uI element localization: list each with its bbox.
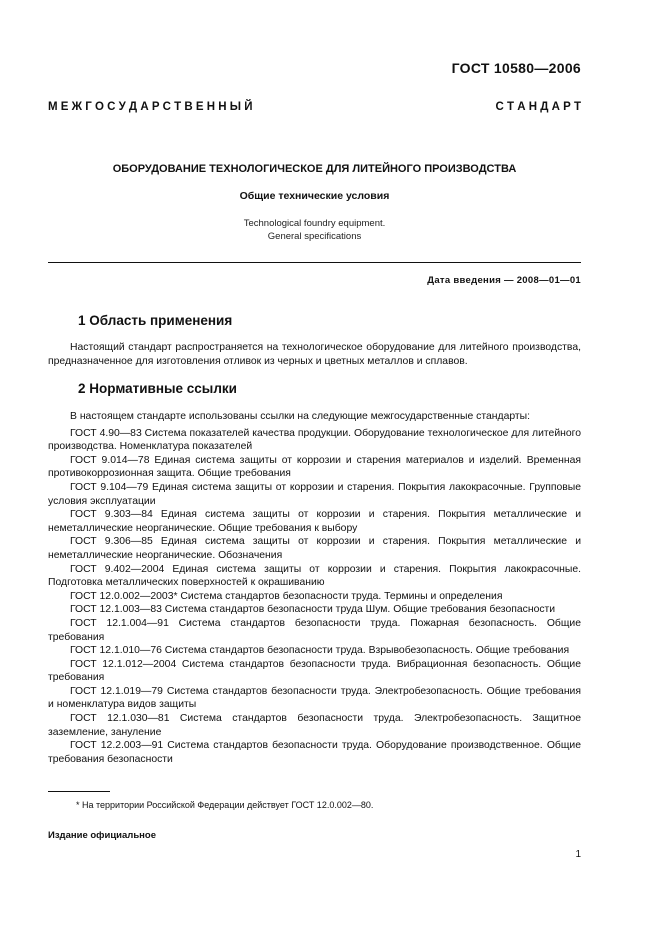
footnote: * На территории Российской Федерации действует ГОСТ 12.0.002—80. — [76, 800, 374, 810]
reference-item: ГОСТ 9.303—84 Единая система защиты от коррозии и старения. Покрытия металлические и неметаллические неорганические. Общие требования к выбору — [48, 509, 581, 534]
reference-item: ГОСТ 12.2.003—91 Система стандартов безопасности труда. Оборудование производственное. Общие требования безопасности — [48, 740, 581, 765]
reference-item: ГОСТ 12.1.010—76 Система стандартов безопасности труда. Взрывобезопасность. Общие требования — [70, 645, 570, 657]
reference-item: ГОСТ 9.306—85 Единая система защиты от коррозии и старения. Покрытия металлические и неметаллические неорганические. Обозначения — [48, 536, 581, 561]
reference-item: ГОСТ 12.1.012—2004 Система стандартов безопасности труда. Вибрационная безопасность. Общие требования — [48, 658, 581, 684]
reference-item: ГОСТ 9.104—79 Единая система защиты от коррозии и старения. Покрытия лакокрасочные. Групповые условия эксплуатации — [48, 481, 581, 507]
reference-item: ГОСТ 9.402—2004 Единая система защиты от коррозии и старения. Покрытия лакокрасочные. Подготовка металлических поверхностей к окрашиванию — [48, 563, 581, 589]
footnote-divider — [48, 791, 110, 792]
standard-word: С Т А Н Д А Р Т — [495, 101, 581, 113]
document-subtitle: Общие технические условия — [239, 190, 390, 202]
english-title-line-1: Technological foundry equipment. — [243, 218, 386, 229]
gost-number: ГОСТ 10580—2006 — [451, 60, 581, 76]
section-2-title: 2 Нормативные ссылки — [78, 381, 237, 396]
interstate-word: М Е Ж Г О С У Д А Р С Т В Е Н Н Ы Й — [48, 101, 253, 113]
normative-references-list — [48, 427, 581, 767]
title-divider — [48, 262, 581, 263]
reference-item: ГОСТ 4.90—83 Система показателей качества продукции. Оборудование технологическое для литейного производства. Номенклатура показателей — [48, 427, 581, 453]
english-title-line-2: General specifications — [267, 231, 362, 242]
reference-item: ГОСТ 12.1.003—83 Система стандартов безопасности труда Шум. Общие требования безопасности — [70, 604, 556, 616]
section-1-title: 1 Область применения — [78, 313, 233, 328]
reference-item: ГОСТ 9.014—78 Единая система защиты от коррозии и старения материалов и изделий. Временная противокоррозионная защита. Общие требования — [48, 454, 581, 480]
section-1-body — [48, 341, 581, 368]
page-number: 1 — [575, 849, 581, 860]
section-1-paragraph: Настоящий стандарт распространяется на технологическое оборудование для литейного производства, предназначенное для изготовления отливок из черных и цветных металлов и сплавов. — [48, 342, 581, 367]
section-2-body — [48, 410, 581, 766]
section-2-intro: В настоящем стандарте использованы ссылки на следующие межгосударственные стандарты: — [70, 411, 531, 422]
reference-item: ГОСТ 12.1.030—81 Система стандартов безопасности труда. Электробезопасность. Защитное заземление, зануление — [48, 713, 581, 738]
document-title: ОБОРУДОВАНИЕ ТЕХНОЛОГИЧЕСКОЕ ДЛЯ ЛИТЕЙНОГО ПРОИЗВОДСТВА — [112, 163, 517, 175]
reference-item: ГОСТ 12.0.002—2003* Система стандартов безопасности труда. Термины и определения — [70, 590, 503, 602]
reference-item: ГОСТ 12.1.004—91 Система стандартов безопасности труда. Пожарная безопасность. Общие требования — [48, 617, 581, 643]
reference-item: ГОСТ 12.1.019—79 Система стандартов безопасности труда. Электробезопасность. Общие требования и номенклатура видов защиты — [48, 685, 581, 711]
introduction-date: Дата введения — 2008—01—01 — [427, 275, 581, 286]
official-edition-label: Издание официальное — [48, 830, 156, 841]
interstate-standard-heading — [48, 101, 581, 113]
